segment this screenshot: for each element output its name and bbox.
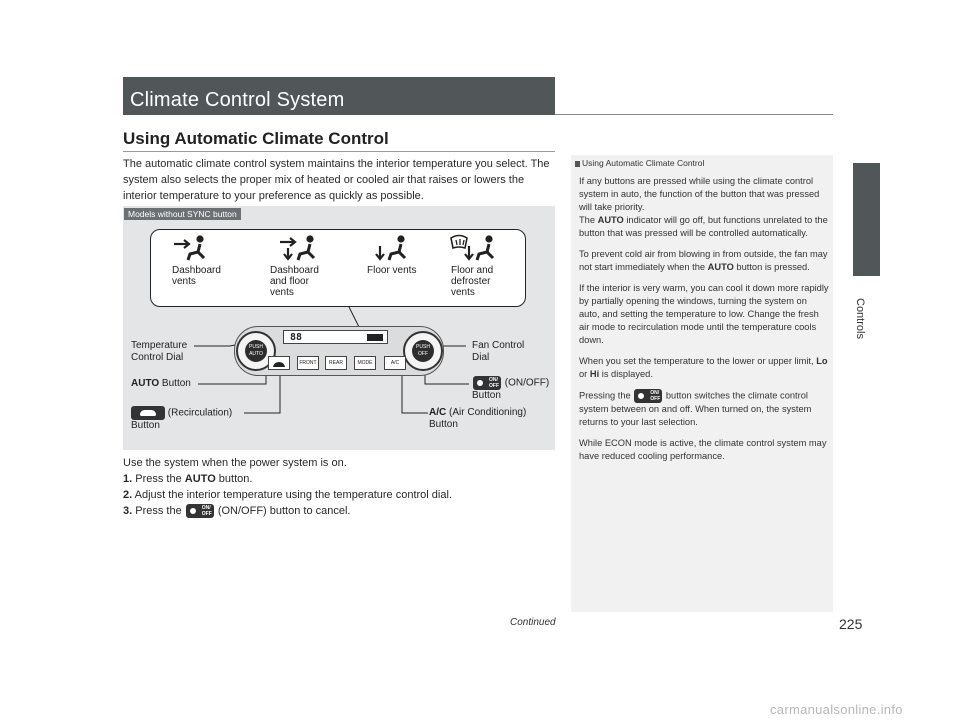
note-paragraph-1 (579, 175, 829, 240)
on-off-icon (634, 389, 662, 403)
step-1-post: button. (215, 473, 253, 485)
step-3-number: 3. (123, 505, 133, 517)
header-rule (555, 114, 833, 115)
fan-control-dial[interactable] (403, 331, 443, 371)
note-p1a: If any buttons are pressed while using the climate control system in auto, the function of the button that was pressed will take priority. (579, 176, 820, 212)
note-p2-post: button is pressed. (733, 262, 810, 272)
step-3-pre: Press the (135, 505, 185, 517)
steps-intro: Use the system when the power system is on. (123, 457, 347, 469)
label-recirculation-button (131, 406, 251, 432)
on-off-icon (473, 376, 501, 390)
fan-level-indicator (367, 334, 383, 341)
note-p5-post: button switches the climate control system between on and off. When turned on, the system returns to your last selection. (579, 390, 812, 427)
ac-button[interactable]: A/C (384, 356, 406, 370)
section-title: Climate Control System (130, 89, 345, 111)
step-1-auto: AUTO (184, 473, 216, 485)
note-paragraph-2 (579, 248, 829, 274)
rear-defrost-button[interactable]: REAR (325, 356, 347, 370)
intro-paragraph: The automatic climate control system maintains the interior temperature you select. The system also selects the proper mix of heated or cooled air that raises or lowers the interior temperature to your preference as quickly as possible. (123, 158, 550, 202)
on-off-icon (186, 504, 214, 518)
note-title-text: Using Automatic Climate Control (582, 158, 705, 168)
front-defrost-button[interactable]: FRONT (297, 356, 319, 370)
recirculation-icon (131, 406, 165, 420)
label-recirc-button-text: Button (131, 420, 160, 431)
auto-button[interactable]: PUSH AUTO (245, 340, 267, 362)
label-temperature-dial: Temperature Control Dial (131, 340, 188, 363)
on-off-button[interactable]: PUSH OFF (412, 340, 434, 362)
car-recirc-icon (272, 360, 286, 368)
step-1-number: 1. (123, 473, 133, 485)
note-p4-lo: Lo (816, 356, 828, 366)
step-2 (123, 487, 555, 503)
climate-display (283, 330, 388, 344)
label-onoff-button (472, 376, 552, 402)
step-3 (123, 503, 555, 519)
vent-label-dashboard: Dashboard vents (172, 265, 221, 287)
chapter-tab (853, 163, 880, 276)
note-p1b-post: indicator will go off, but functions unrelated to the button that was pressed will be controlled automatically. (579, 215, 828, 238)
note-p1b-bold: AUTO (597, 215, 624, 225)
note-p4-hi: Hi (589, 369, 600, 379)
continued-label: Continued (510, 617, 556, 628)
note-p2-bold: AUTO (707, 262, 734, 272)
step-3-post: (ON/OFF) button to cancel. (214, 505, 351, 517)
label-ac-button-text: Button (429, 419, 458, 430)
watermark: carmanualsonline.info (770, 702, 903, 717)
label-ac-rest: (Air Conditioning) (446, 407, 527, 418)
usage-steps (123, 455, 555, 519)
note-p5-pre: Pressing the (579, 390, 634, 401)
note-paragraph-6: While ECON mode is active, the climate control system may have reduced cooling performance. (579, 438, 827, 461)
vent-label-floor-defroster: Floor and defroster vents (451, 265, 494, 298)
note-paragraph-4 (579, 355, 829, 381)
label-auto-button (131, 378, 191, 390)
note-body (579, 175, 829, 471)
label-ac-bold: A/C (429, 407, 447, 418)
note-p2-pre: To prevent cold air from blowing in from outside, the fan may not start immediately when the (579, 249, 828, 272)
temperature-readout: 88 (290, 332, 303, 343)
page-heading: Using Automatic Climate Control (123, 129, 389, 148)
note-p1b-pre: The (579, 215, 598, 225)
note-p4-mid: or (579, 369, 590, 379)
step-2-text: Adjust the interior temperature using the temperature control dial. (134, 489, 452, 501)
page-number: 225 (839, 616, 863, 632)
label-recirc-text: (Recirculation) (167, 407, 233, 419)
label-onoff-button-text: Button (472, 390, 501, 401)
step-1 (123, 471, 555, 487)
note-icon (575, 161, 580, 167)
chapter-label: Controls (854, 298, 866, 339)
label-auto-rest: Button (159, 378, 191, 389)
label-auto-bold: AUTO (131, 378, 160, 389)
note-p4-pre: When you set the temperature to the lower or upper limit, (579, 356, 817, 366)
heading-rule (123, 151, 555, 152)
label-onoff-text: (ON/OFF) (504, 377, 550, 389)
note-p4-post: is displayed. (599, 369, 653, 379)
figure-model-tag: Models without SYNC button (124, 208, 241, 220)
vent-label-floor: Floor vents (367, 265, 417, 276)
label-ac-button (429, 407, 553, 431)
step-1-pre: Press the (135, 473, 185, 485)
recirculation-button[interactable] (268, 356, 290, 370)
note-paragraph-3: If the interior is very warm, you can cool it down more rapidly by partially opening the windows, turning the system on auto, and setting the temperature to low. Change the fresh air mode to recirculation mode until the temperature cools down. (579, 283, 829, 345)
mode-button[interactable]: MODE (354, 356, 376, 370)
step-2-number: 2. (123, 489, 133, 501)
vent-label-dashboard-floor: Dashboard and floor vents (270, 265, 319, 298)
note-title (575, 158, 704, 168)
label-fan-dial: Fan Control Dial (472, 340, 525, 363)
note-paragraph-5 (579, 389, 829, 429)
